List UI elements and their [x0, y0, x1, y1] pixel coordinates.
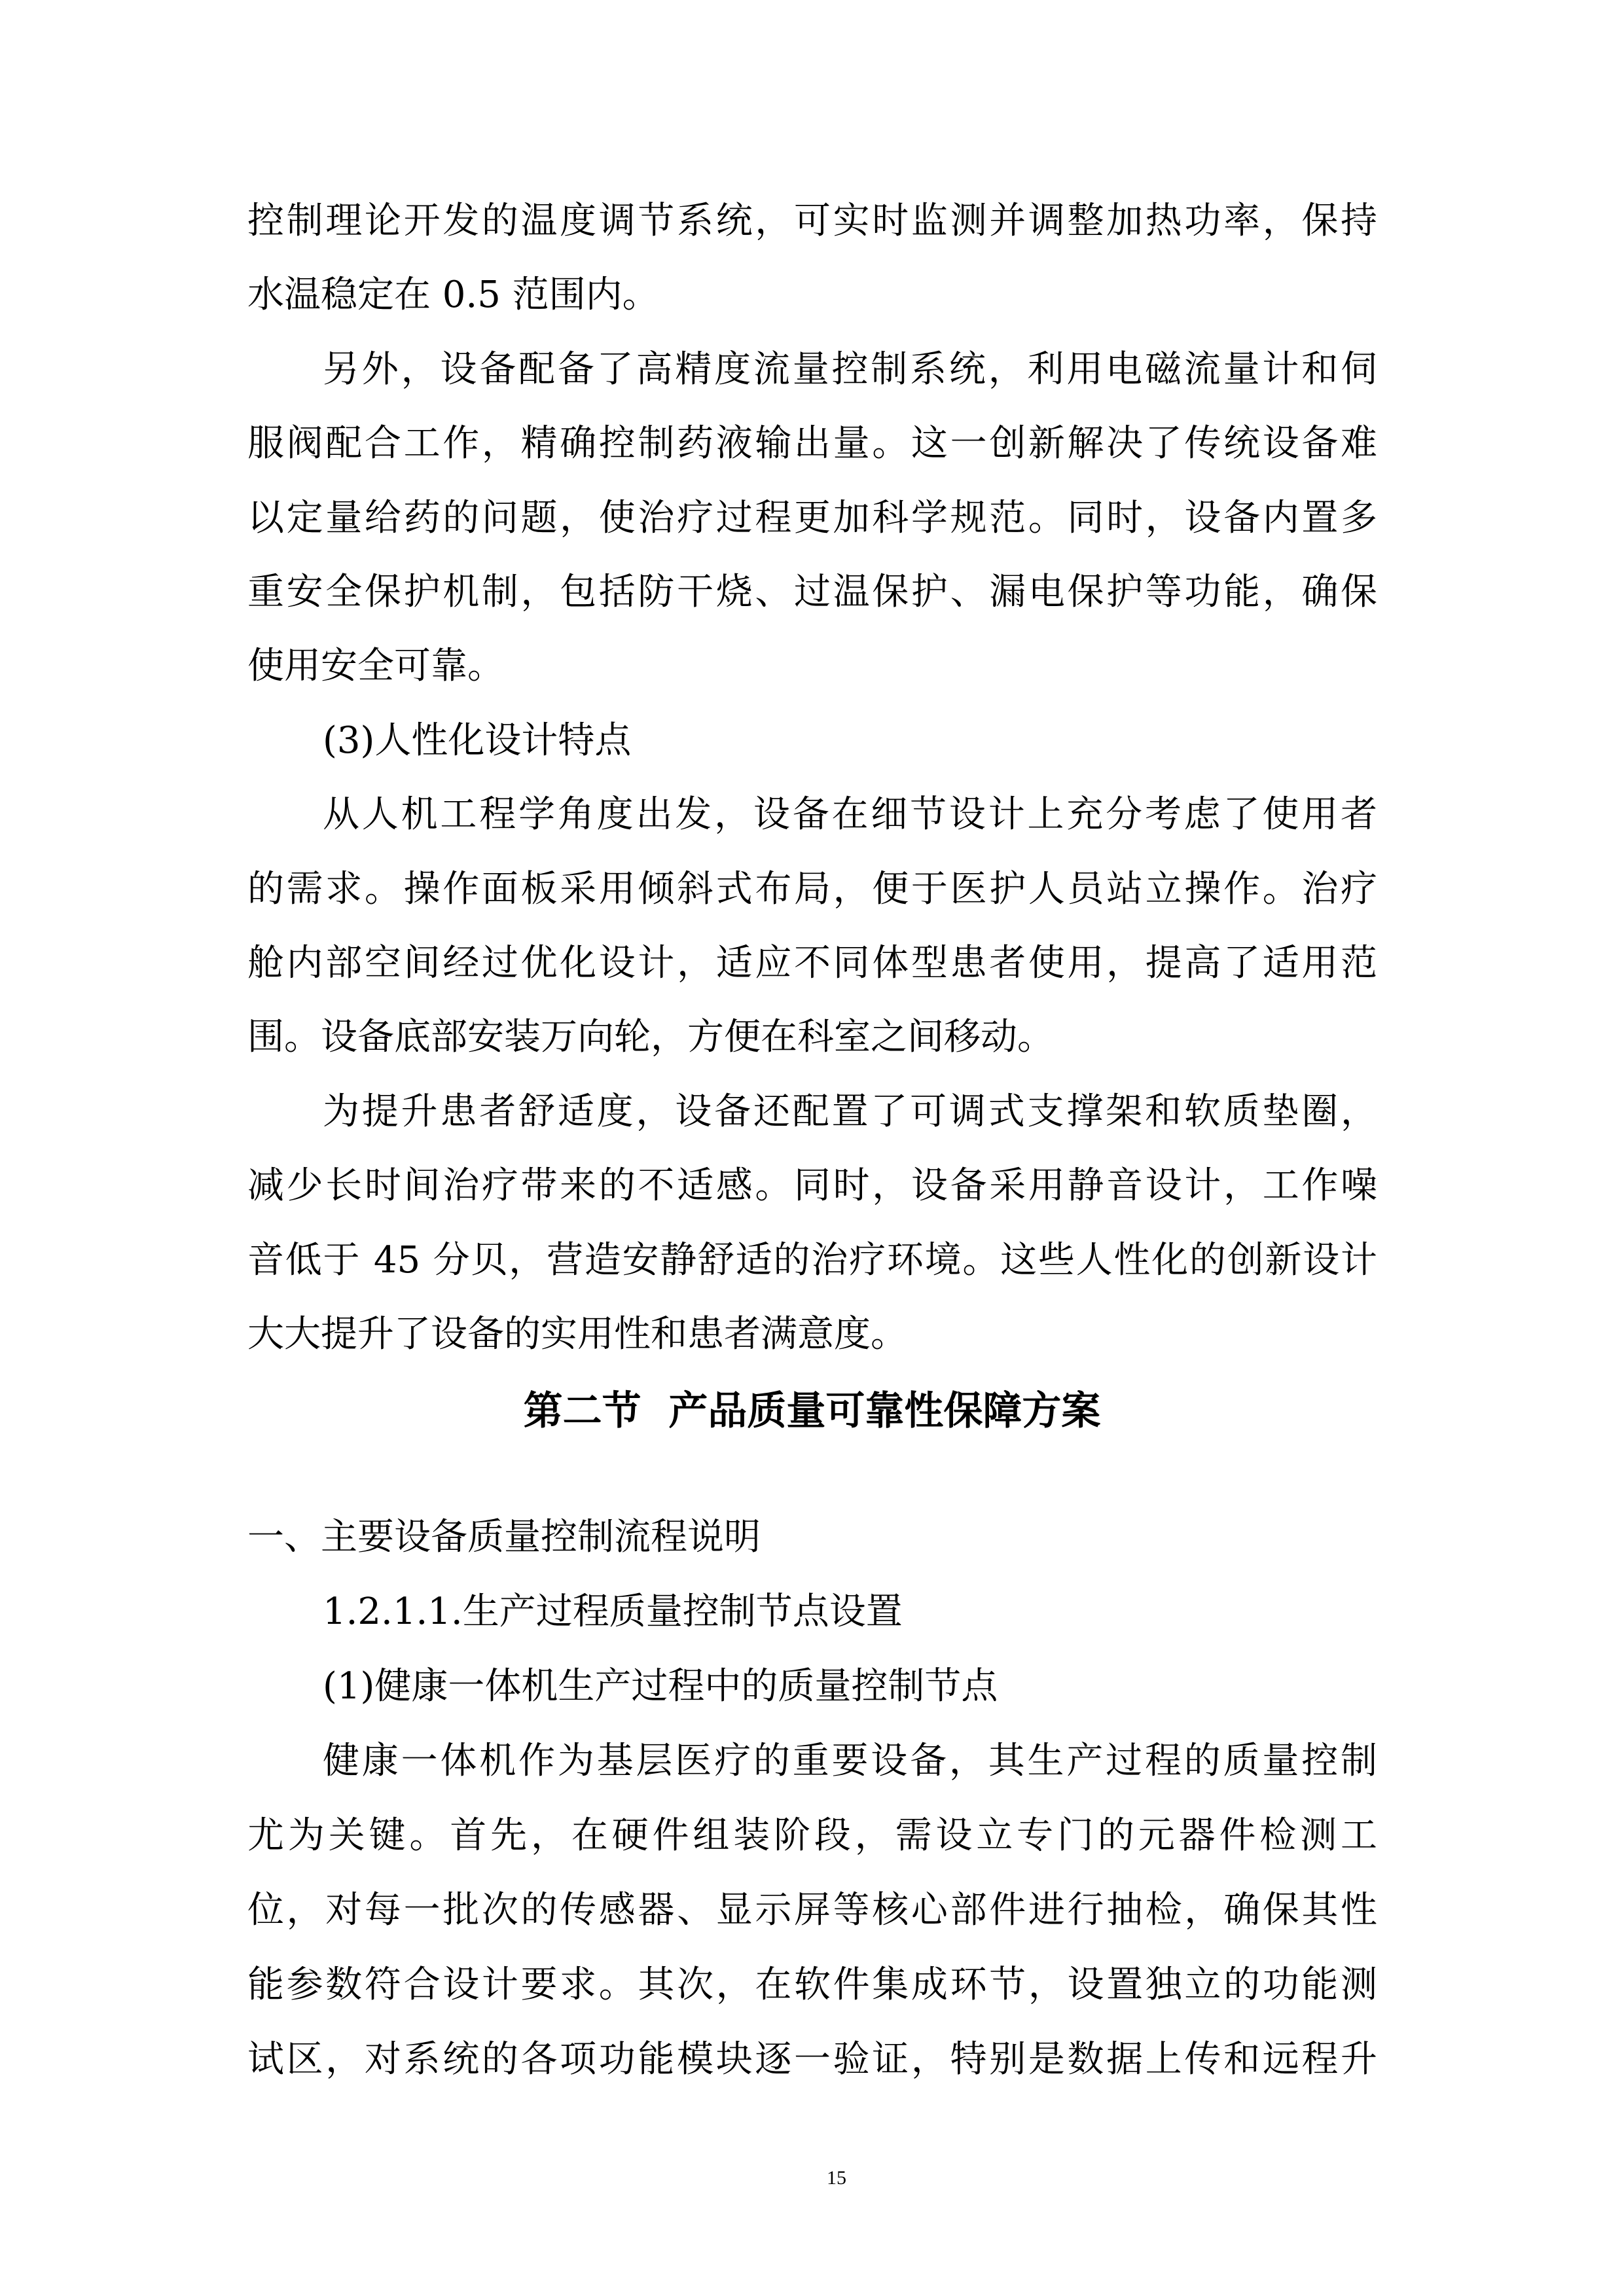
- paragraph-line: 减少长时间治疗带来的不适感。同时，设备采用静音设计，工作噪: [247, 1164, 1377, 1207]
- paragraph-line: 能参数符合设计要求。其次，在软件集成环节，设置独立的功能测: [247, 1964, 1377, 2006]
- paragraph-line: 水温稳定在 0.5 范围内。: [247, 274, 659, 316]
- page-number: 15: [827, 2167, 846, 2189]
- paragraph-line: 舱内部空间经过优化设计，适应不同体型患者使用，提高了适用范: [247, 942, 1377, 984]
- paragraph-line: 围。设备底部安装万向轮，方便在科室之间移动。: [247, 1016, 1054, 1058]
- chapter-title: 一、主要设备质量控制流程说明: [247, 1516, 761, 1558]
- paragraph-line: 位，对每一批次的传感器、显示屏等核心部件进行抽检，确保其性: [247, 1889, 1377, 1931]
- paragraph-line: 服阀配合工作，精确控制药液输出量。这一创新解决了传统设备难: [247, 422, 1377, 465]
- paragraph-line: 大大提升了设备的实用性和患者满意度。: [247, 1313, 907, 1355]
- paragraph-line: 以定量给药的问题，使治疗过程更加科学规范。同时，设备内置多: [247, 497, 1377, 539]
- subsection-title: (1)健康一体机生产过程中的质量控制节点: [323, 1665, 998, 1708]
- paragraph-line: 重安全保护机制，包括防干烧、过温保护、漏电保护等功能，确保: [247, 571, 1377, 613]
- paragraph-line: 的需求。操作面板采用倾斜式布局，便于医护人员站立操作。治疗: [247, 868, 1377, 910]
- section-heading: 第二节 产品质量可靠性保障方案: [523, 1388, 1101, 1434]
- paragraph-line: 健康一体机作为基层医疗的重要设备，其生产过程的质量控制: [323, 1740, 1377, 1782]
- paragraph-line: 使用安全可靠。: [247, 645, 504, 687]
- numbered-heading: 1.2.1.1.生产过程质量控制节点设置: [323, 1590, 903, 1633]
- paragraph-line: 试区，对系统的各项功能模块逐一验证，特别是数据上传和远程升: [247, 2038, 1377, 2081]
- paragraph-line: 尤为关键。首先，在硬件组装阶段，需设立专门的元器件检测工: [247, 1814, 1377, 1857]
- paragraph-line: 音低于 45 分贝，营造安静舒适的治疗环境。这些人性化的创新设计: [247, 1239, 1377, 1282]
- paragraph-line: 从人机工程学角度出发，设备在细节设计上充分考虑了使用者: [323, 793, 1377, 836]
- subsection-title: (3)人性化设计特点: [323, 719, 632, 762]
- paragraph-line: 另外，设备配备了高精度流量控制系统，利用电磁流量计和伺: [323, 348, 1377, 391]
- paragraph-line: 为提升患者舒适度，设备还配置了可调式支撑架和软质垫圈，: [323, 1090, 1377, 1133]
- paragraph-line: 控制理论开发的温度调节系统，可实时监测并调整加热功率，保持: [247, 200, 1377, 242]
